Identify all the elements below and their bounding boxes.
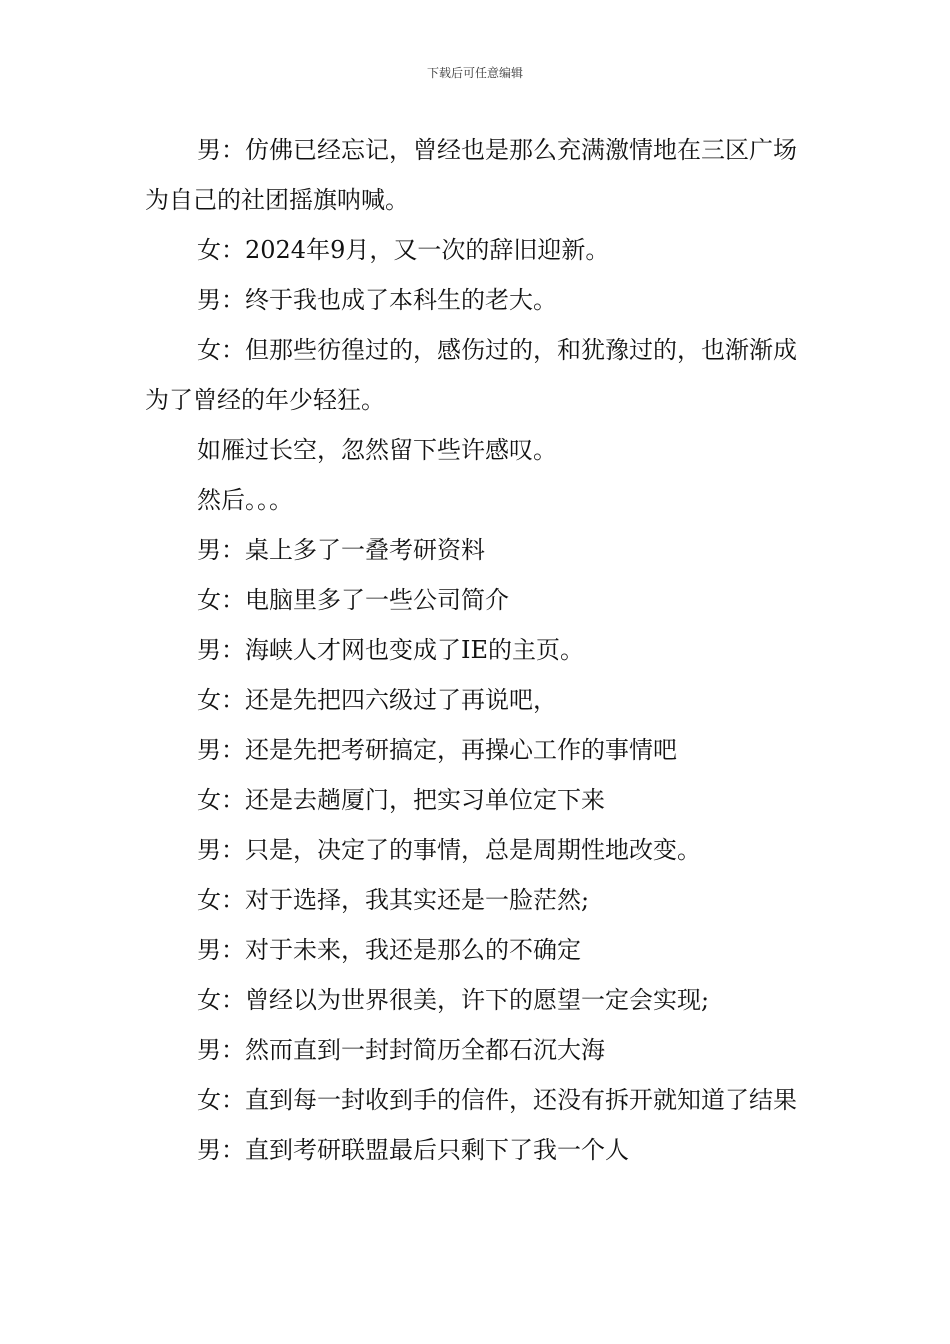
paragraph: 男：海峡人才网也变成了IE的主页。 bbox=[197, 636, 584, 664]
paragraph: 女：还是去趟厦门，把实习单位定下来 bbox=[197, 786, 605, 814]
paragraph: 女：2024年9月，又一次的辞旧迎新。 bbox=[197, 236, 610, 264]
paragraph: 男：对于未来，我还是那么的不确定 bbox=[197, 936, 581, 964]
paragraph: 男：桌上多了一叠考研资料 bbox=[197, 536, 485, 564]
paragraph: 女：曾经以为世界很美，许下的愿望一定会实现; bbox=[197, 986, 710, 1014]
paragraph: 男：直到考研联盟最后只剩下了我一个人 bbox=[197, 1136, 629, 1164]
page-header: 下载后可任意编辑 bbox=[426, 66, 523, 80]
paragraph: 然后。。。 bbox=[197, 486, 293, 514]
paragraph: 女：直到每一封收到手的信件，还没有拆开就知道了结果 bbox=[197, 1086, 797, 1114]
paragraph: 女：但那些彷徨过的，感伤过的，和犹豫过的，也渐渐成为了曾经的年少轻狂。 bbox=[145, 336, 797, 414]
paragraph: 男：仿佛已经忘记，曾经也是那么充满激情地在三区广场为自己的社团摇旗呐喊。 bbox=[145, 136, 797, 214]
paragraph: 男：然而直到一封封简历全都石沉大海 bbox=[197, 1036, 605, 1064]
paragraph: 男：终于我也成了本科生的老大。 bbox=[197, 286, 557, 314]
document-body bbox=[145, 125, 810, 1175]
paragraph: 女：还是先把四六级过了再说吧， bbox=[197, 686, 557, 714]
paragraph: 女：对于选择，我其实还是一脸茫然; bbox=[197, 886, 590, 914]
paragraph: 如雁过长空，忽然留下些许感叹。 bbox=[197, 436, 557, 464]
paragraph: 男：只是，决定了的事情，总是周期性地改变。 bbox=[197, 836, 701, 864]
paragraph: 女：电脑里多了一些公司简介 bbox=[197, 586, 509, 614]
paragraph: 男：还是先把考研搞定，再操心工作的事情吧 bbox=[197, 736, 677, 764]
